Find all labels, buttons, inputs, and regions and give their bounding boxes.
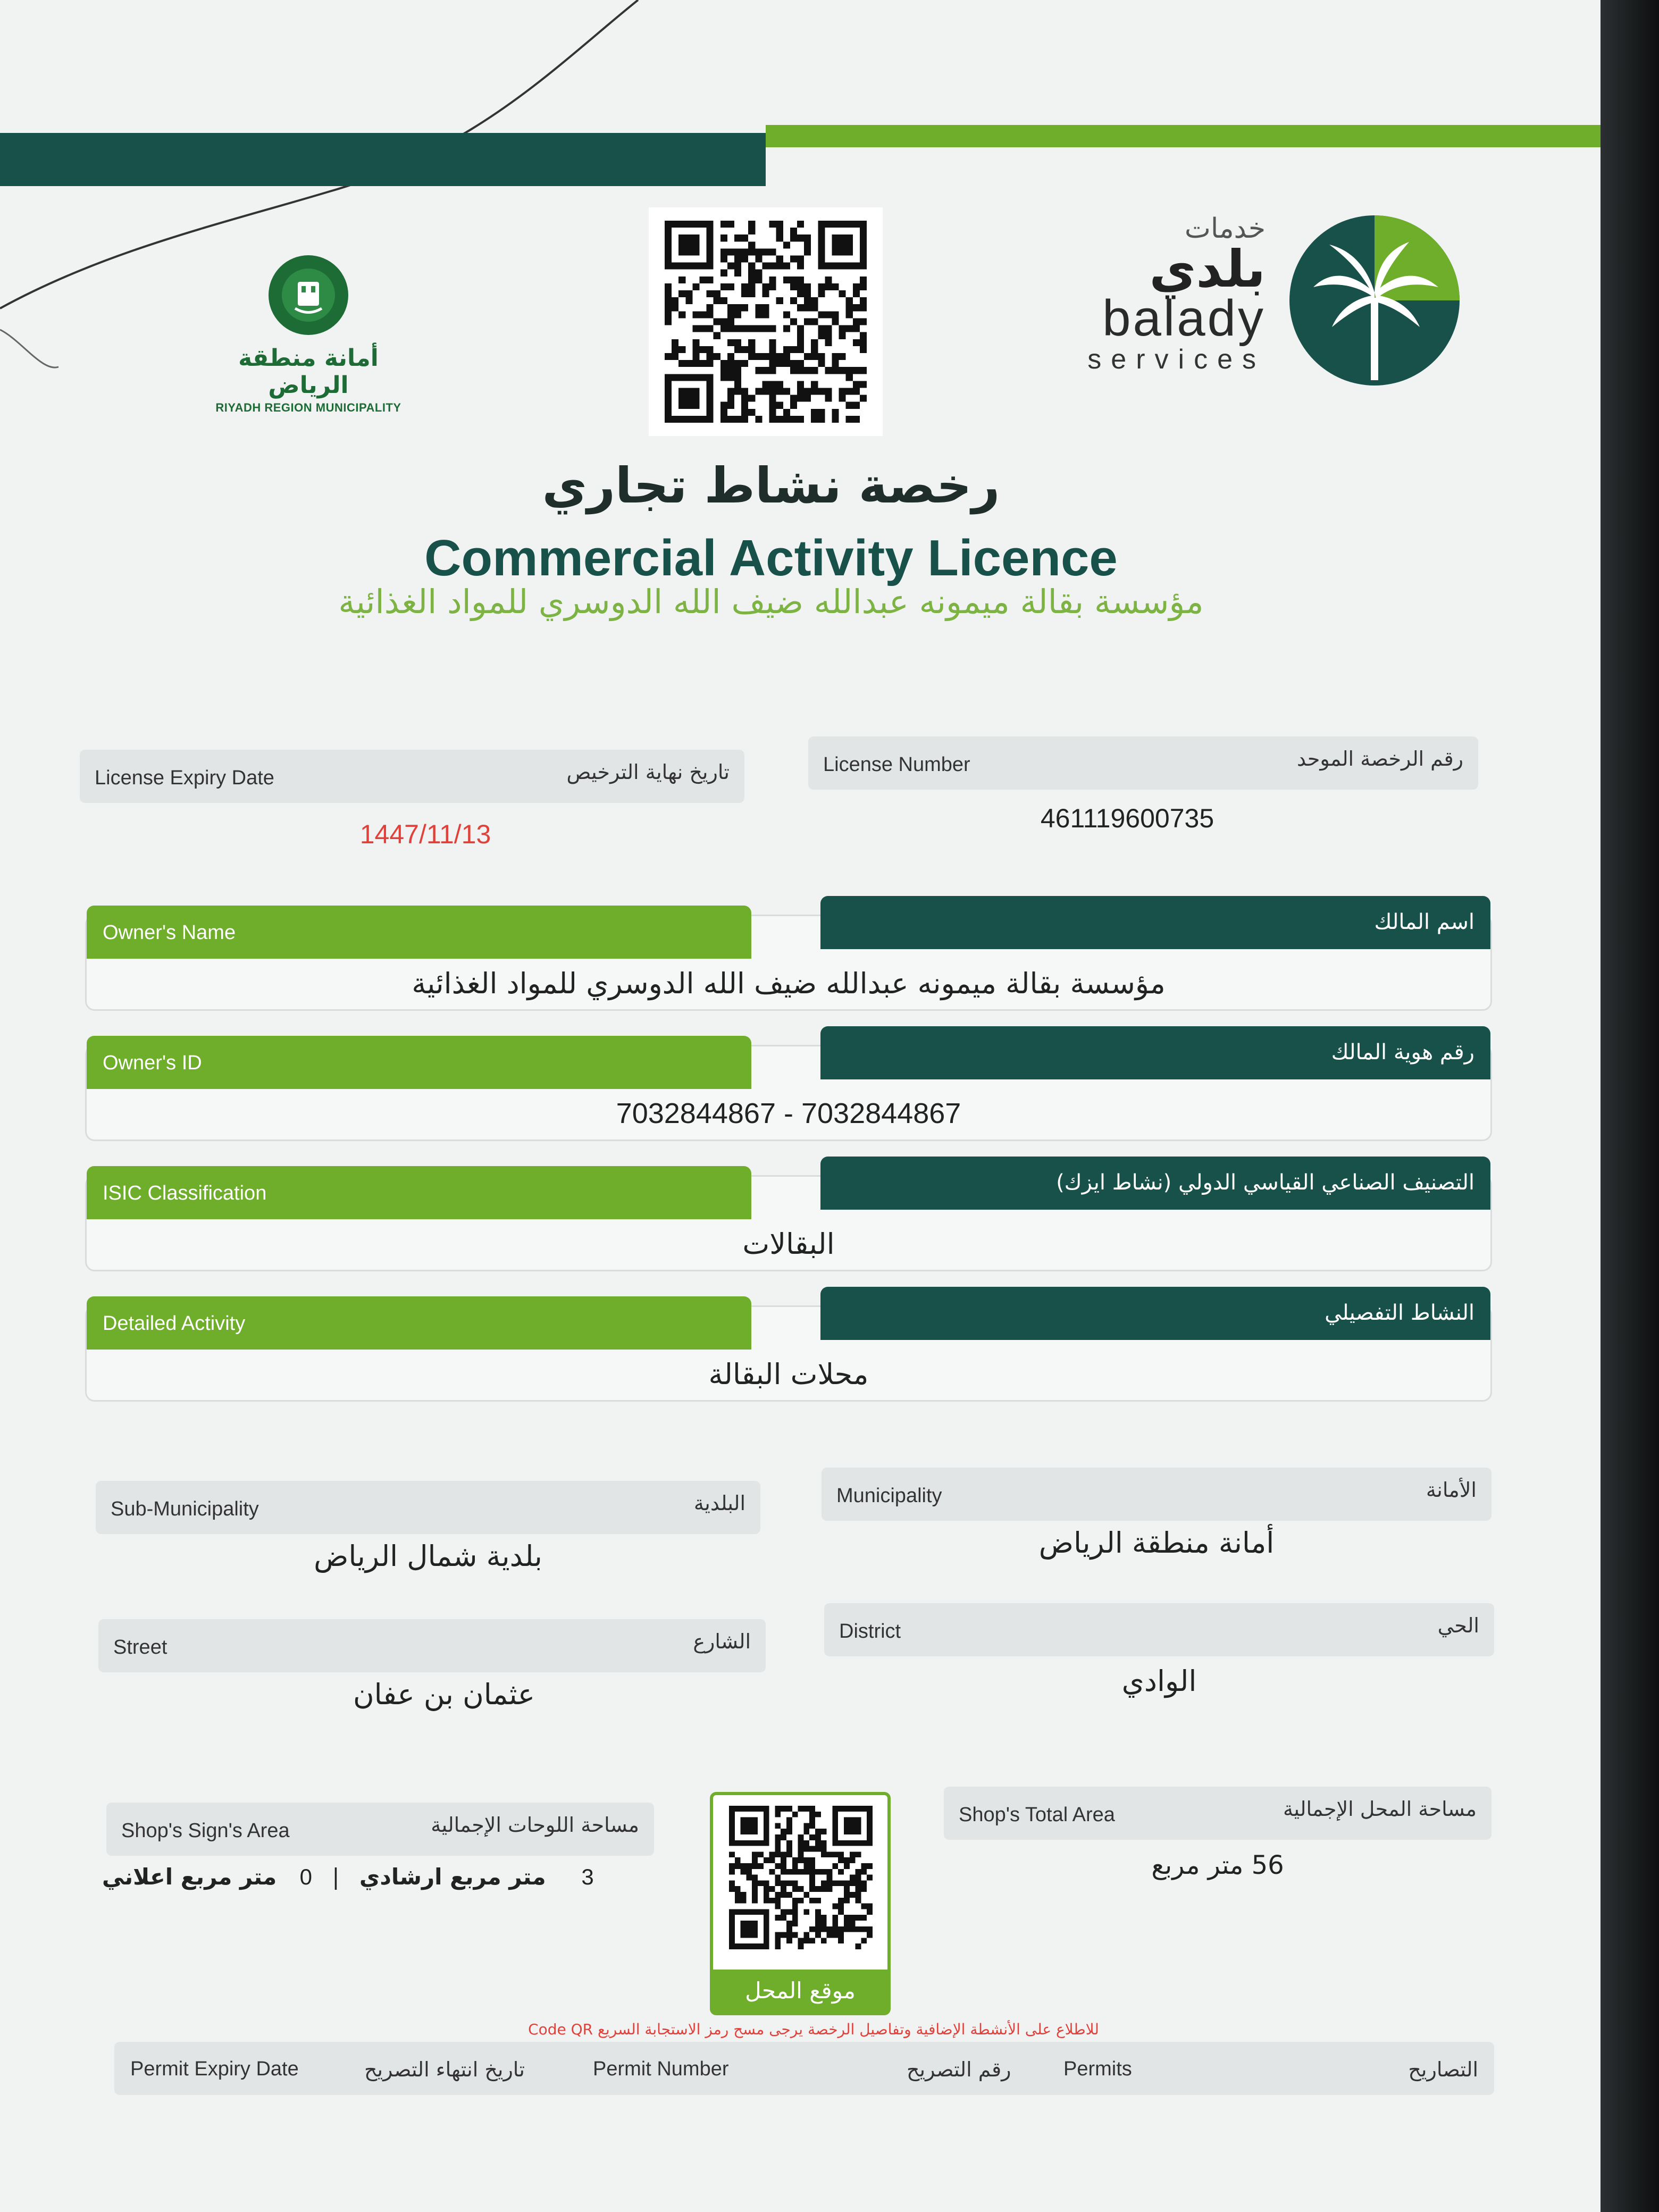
- permits-header: [114, 2042, 1494, 2095]
- sub-municipality-label: [96, 1481, 760, 1534]
- detailed-activity-label-bar: [87, 1296, 751, 1350]
- street-label-ar: الشارع: [693, 1630, 751, 1653]
- balady-en: balady: [1102, 290, 1266, 347]
- riyadh-emblem-icon: [269, 255, 348, 335]
- license-number-label-ar: رقم الرخصة الموحد: [1296, 747, 1463, 770]
- license-qr-code[interactable]: [649, 207, 883, 436]
- district-label-en: District: [839, 1620, 901, 1643]
- total-area-label-en: Shop's Total Area: [959, 1804, 1115, 1826]
- header-stripe-teal: [0, 133, 766, 186]
- isic-label-bar: [87, 1166, 751, 1219]
- title-english: Commercial Activity Licence: [424, 530, 1118, 586]
- detailed-activity-label-ar: النشاط التفصيلي: [1325, 1301, 1474, 1325]
- isic-classification-field: [85, 1170, 1492, 1271]
- balady-ar-small: خدمات: [1184, 213, 1266, 245]
- district-label-ar: الحي: [1437, 1614, 1479, 1637]
- license-number-label-en: License Number: [823, 753, 970, 776]
- title-owner-name: مؤسسة بقالة ميمونه عبدالله ضيف الله الدوسري للمواد الغذائية: [338, 582, 1204, 621]
- title-arabic: رخصة نشاط تجاري: [542, 457, 1000, 514]
- owner-id-label-bar: [87, 1036, 751, 1089]
- detailed-activity-value: محلات البقالة: [708, 1358, 869, 1391]
- municipality-value: أمانة منطقة الرياض: [1038, 1526, 1275, 1560]
- license-expiry-label: [80, 750, 744, 803]
- street-label: [98, 1619, 766, 1672]
- permit-expiry-label-ar: تاريخ انتهاء التصريح: [364, 2058, 525, 2081]
- sign-ad-unit: متر مربع اعلاني: [102, 1864, 277, 1890]
- owner-name-label-en: Owner's Name: [103, 921, 236, 944]
- total-area-label-ar: مساحة المحل الإجمالية: [1283, 1797, 1477, 1821]
- header-stripe-green: [766, 125, 1601, 147]
- riyadh-municipality-logo: [202, 255, 415, 414]
- permit-number-label-en: Permit Number: [593, 2058, 729, 2080]
- license-expiry-label-ar: تاريخ نهاية الترخيص: [566, 760, 730, 784]
- street-value: عثمان بن عفان: [353, 1678, 535, 1711]
- license-expiry-label-en: License Expiry Date: [95, 767, 274, 789]
- riyadh-municipality-en: RIYADH REGION MUNICIPALITY: [215, 401, 401, 414]
- district-label: [824, 1603, 1494, 1656]
- qr-note: للاطلاع على الأنشطة الإضافية وتفاصيل الرخصة يرجى مسح رمز الاستجابة السريع Code QR: [528, 2021, 1099, 2038]
- isic-label-bar-ar: [820, 1157, 1490, 1210]
- permits-label-ar: التصاريح: [1408, 2058, 1478, 2081]
- riyadh-municipality-ar: أمانة منطقة الرياض: [238, 345, 379, 399]
- sub-municipality-label-ar: البلدية: [693, 1492, 745, 1515]
- license-number-label: [808, 736, 1478, 790]
- balady-en-sub: services: [1087, 344, 1266, 375]
- owner-id-value: 7032844867 - 7032844867: [616, 1097, 961, 1129]
- sign-area-label-en: Shop's Sign's Area: [121, 1820, 290, 1842]
- shop-location-qr-code[interactable]: [729, 1806, 873, 1949]
- sign-area-label-ar: مساحة اللوحات الإجمالية: [431, 1813, 639, 1837]
- owner-id-field: [85, 1040, 1492, 1141]
- balady-palm-logo-icon: [1287, 213, 1462, 388]
- isic-label-en: ISIC Classification: [103, 1182, 267, 1204]
- municipality-label-en: Municipality: [836, 1485, 942, 1507]
- sign-guide-unit: متر مربع ارشادي: [359, 1864, 546, 1890]
- owner-id-label-en: Owner's ID: [103, 1052, 202, 1074]
- balady-ar-big: بلدي: [1149, 239, 1266, 299]
- total-area-label: [944, 1787, 1492, 1840]
- device-edge: [1601, 0, 1659, 2212]
- owner-id-label-ar: رقم هوية المالك: [1331, 1040, 1474, 1065]
- owner-name-label-ar: اسم المالك: [1374, 910, 1474, 934]
- sub-municipality-value: بلدية شمال الرياض: [314, 1539, 542, 1573]
- district-value: الوادي: [1121, 1664, 1197, 1698]
- sign-area-label: [106, 1803, 654, 1856]
- permits-label-en: Permits: [1063, 2058, 1132, 2080]
- detailed-activity-field: [85, 1301, 1492, 1402]
- owner-name-value: مؤسسة بقالة ميمونه عبدالله ضيف الله الدوسري للمواد الغذائية: [412, 967, 1166, 1000]
- license-number-value: 461119600735: [1040, 803, 1214, 833]
- license-expiry-value: 1447/11/13: [359, 819, 491, 849]
- total-area-value: 56 متر مربع: [1151, 1850, 1284, 1880]
- sign-guide-value: 3: [581, 1864, 594, 1889]
- street-label-en: Street: [113, 1636, 167, 1658]
- permit-number-label-ar: رقم التصريح: [907, 2058, 1011, 2081]
- shop-location-qr-label: موقع المحل: [713, 1970, 887, 2012]
- owner-name-field: [85, 910, 1492, 1011]
- detailed-activity-label-bar-ar: [820, 1287, 1490, 1340]
- detailed-activity-label-en: Detailed Activity: [103, 1312, 246, 1335]
- owner-name-label-bar: [87, 906, 751, 959]
- municipality-label: [822, 1468, 1492, 1521]
- sign-ad-value: 0: [299, 1864, 312, 1889]
- owner-name-label-bar-ar: [820, 896, 1490, 949]
- balady-wordmark: [1042, 213, 1266, 399]
- sign-area-values: [102, 1864, 606, 1901]
- shop-location-qr[interactable]: [710, 1792, 891, 2015]
- municipality-label-ar: الأمانة: [1426, 1478, 1477, 1502]
- permit-expiry-label-en: Permit Expiry Date: [130, 2058, 299, 2080]
- sub-municipality-label-en: Sub-Municipality: [111, 1498, 259, 1520]
- isic-label-ar: التصنيف الصناعي القياسي الدولي (نشاط ايزك): [1056, 1170, 1474, 1195]
- isic-classification-value: البقالات: [742, 1227, 835, 1261]
- owner-id-label-bar-ar: [820, 1026, 1490, 1079]
- sign-separator: |: [332, 1864, 340, 1890]
